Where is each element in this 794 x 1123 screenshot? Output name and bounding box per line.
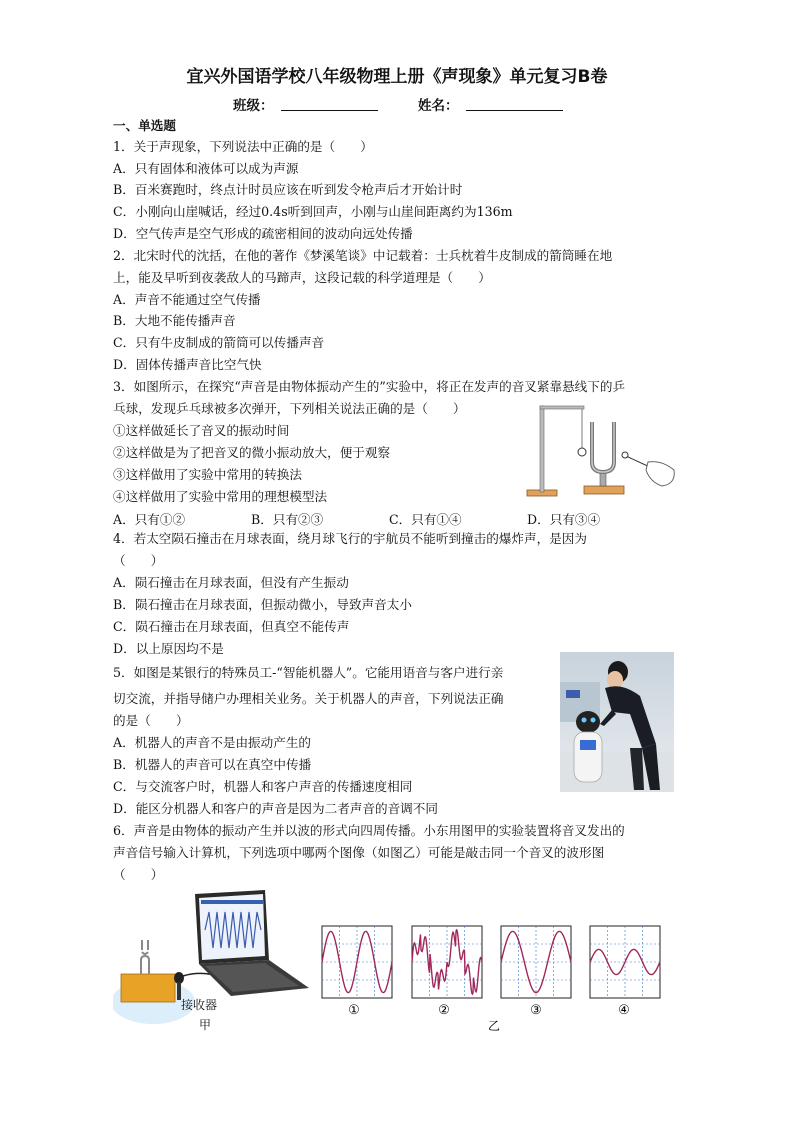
figure-jia-apparatus [113,890,313,1035]
waveform-panel-1[interactable] [322,926,392,998]
q3-option-d[interactable]: D．只有③④ [527,512,601,527]
receiver-label: 接收器 [181,998,218,1012]
q4-option-c[interactable]: C．陨石撞击在月球表面，但真空不能传声 [113,619,350,634]
robot-photo [560,652,674,792]
q2-option-b[interactable]: B．大地不能传播声音 [113,313,236,328]
q3-statement-4: ④这样做用了实验中常用的理想模型法 [113,489,328,504]
q1-stem: 1．关于声现象，下列说法中正确的是（ ） [113,139,373,154]
q2-option-a[interactable]: A．声音不能通过空气传播 [113,292,261,307]
q3-statement-2: ②这样做是为了把音叉的微小振动放大，便于观察 [113,445,391,460]
q4-option-a[interactable]: A．陨石撞击在月球表面，但没有产生振动 [113,575,349,590]
q5-option-c[interactable]: C．与交流客户时，机器人和客户声音的传播速度相同 [113,779,413,794]
q5-stem-line1: 5．如图是某银行的特殊员工-“智能机器人”。它能用语音与客户进行亲 [113,665,504,680]
q6-stem-line2: 声音信号输入计算机，下列选项中哪两个图像（如图乙）可能是敲击同一个音叉的波形图 [113,845,605,860]
q3-stem-line2: 乓球，发现乒乓球被多次弹开，下列相关说法正确的是（ ） [113,401,466,416]
q4-stem-line2: （ ） [113,553,164,568]
q3-option-b[interactable]: B．只有②③ [251,512,324,527]
section-heading: 一、单选题 [113,118,176,133]
figure-yi-label: 乙 [487,1019,501,1033]
tuning-fork-figure [522,402,680,502]
q5-stem-line3: 的是（ ） [113,713,189,728]
waveform-4-label: ④ [618,1003,630,1018]
page-title: 宜兴外国语学校八年级物理上册《声现象》单元复习B卷 [186,67,608,87]
waveform-panel-4[interactable] [590,926,660,998]
waveform-3-label: ③ [530,1003,542,1018]
q5-option-b[interactable]: B．机器人的声音可以在真空中传播 [113,757,312,772]
q1-option-c[interactable]: C．小刚向山崖喊话，经过0.4s听到回声，小刚与山崖间距离约为136m [113,204,513,219]
q1-option-b[interactable]: B．百米赛跑时，终点计时员应该在听到发令枪声后才开始计时 [113,182,463,197]
waveform-panel-2[interactable] [412,926,482,998]
q6-stem-line1: 6．声音是由物体的振动产生并以波的形式向四周传播。小东用图甲的实验装置将音叉发出的 [113,823,625,838]
q3-statement-1: ①这样做延长了音叉的振动时间 [113,423,290,438]
q3-option-c[interactable]: C．只有①④ [389,512,462,527]
q6-stem-line3: （ ） [113,867,164,882]
q1-option-d[interactable]: D．空气传声是空气形成的疏密相间的波动向远处传播 [113,226,413,241]
q5-option-a[interactable]: A．机器人的声音不是由振动产生的 [113,735,312,750]
q5-stem-line2: 切交流，并指导储户办理相关业务。关于机器人的声音，下列说法正确 [113,691,504,706]
figure-yi-waveforms [318,924,668,1034]
name-blank[interactable] [466,110,563,111]
q4-option-d[interactable]: D．以上原因均不是 [113,641,224,656]
q3-option-a[interactable]: A．只有①② [113,512,186,527]
waveform-1-label: ① [348,1003,360,1018]
q2-stem-line2: 上，能及早听到夜袭敌人的马蹄声，这段记载的科学道理是（ ） [113,270,491,285]
q2-option-c[interactable]: C．只有牛皮制成的箭筒可以传播声音 [113,335,325,350]
figure-jia-label: 甲 [199,1018,212,1032]
q2-option-d[interactable]: D．固体传播声音比空气快 [113,357,262,372]
q4-stem-line1: 4．若太空陨石撞击在月球表面，绕月球飞行的宇航员不能听到撞击的爆炸声，是因为 [113,531,587,546]
q3-stem-line1: 3．如图所示，在探究“声音是由物体振动产生的”实验中，将正在发声的音叉紧靠悬线下的乒 [113,379,626,394]
waveform-panel-3[interactable] [501,926,571,998]
q1-option-a[interactable]: A．只有固体和液体可以成为声源 [113,161,299,176]
q4-option-b[interactable]: B．陨石撞击在月球表面，但振动微小，导致声音太小 [113,597,412,612]
name-label: 姓名： [418,98,459,114]
q2-stem-line1: 2．北宋时代的沈括，在他的著作《梦溪笔谈》中记载着：士兵枕着牛皮制成的箭筒睡在地 [113,248,613,263]
q3-statement-3: ③这样做用了实验中常用的转换法 [113,467,302,482]
waveform-2-label: ② [438,1003,450,1018]
class-blank[interactable] [281,110,378,111]
class-label: 班级： [233,98,274,114]
q5-option-d[interactable]: D．能区分机器人和客户的声音是因为二者声音的音调不同 [113,801,438,816]
